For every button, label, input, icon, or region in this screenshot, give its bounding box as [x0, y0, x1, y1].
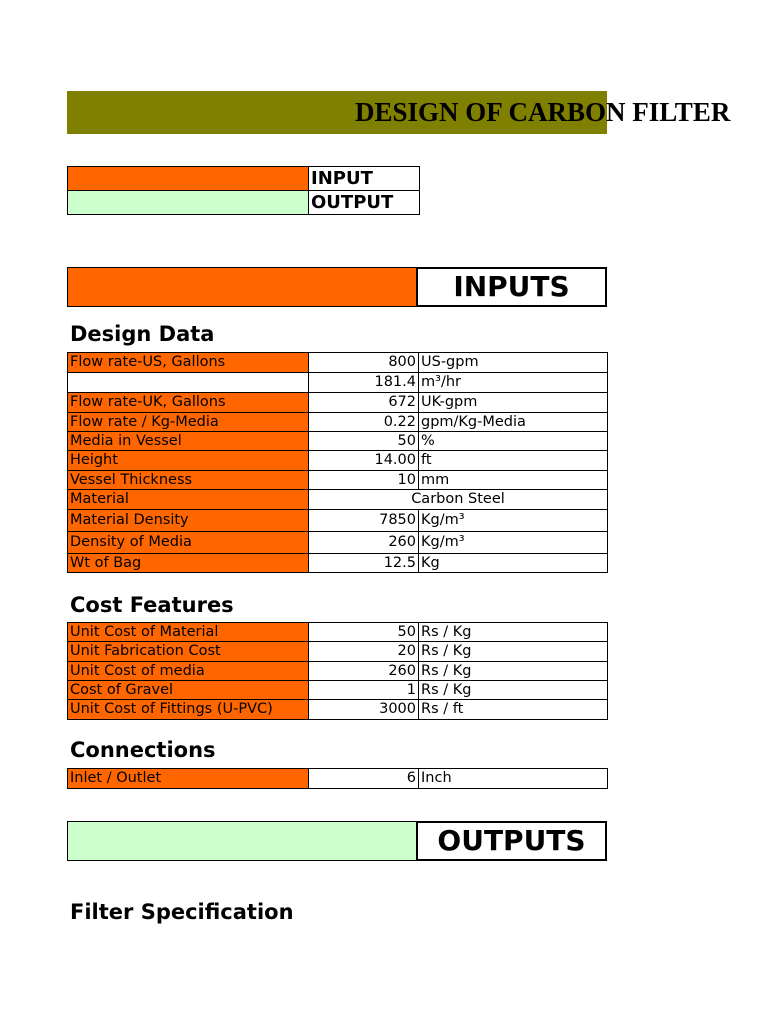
legend-row-output — [68, 191, 420, 215]
row-value[interactable]: 20 — [309, 642, 419, 662]
row-label[interactable]: Density of Media — [68, 532, 309, 554]
outputs-header: OUTPUTS — [416, 821, 607, 861]
row-value[interactable]: 50 — [309, 623, 419, 642]
connections-heading: Connections — [70, 738, 216, 762]
table-row — [68, 623, 608, 642]
input-color-swatch — [68, 167, 309, 191]
row-label[interactable]: Material — [68, 490, 309, 510]
row-label[interactable]: Media in Vessel — [68, 432, 309, 451]
row-unit[interactable]: UK-gpm — [419, 393, 608, 413]
row-label[interactable]: Flow rate-UK, Gallons — [68, 393, 309, 413]
table-row — [68, 554, 608, 573]
row-unit[interactable]: Rs / Kg — [419, 681, 608, 700]
row-label[interactable]: Cost of Gravel — [68, 681, 309, 700]
row-label[interactable]: Flow rate-US, Gallons — [68, 353, 309, 373]
outputs-banner — [67, 821, 607, 861]
table-row — [68, 471, 608, 490]
row-unit[interactable]: Rs / ft — [419, 700, 608, 720]
table-row — [68, 510, 608, 532]
cost-features-heading: Cost Features — [70, 593, 234, 617]
row-unit[interactable]: m³/hr — [419, 373, 608, 393]
legend-input-label: INPUT — [309, 167, 420, 191]
row-label[interactable] — [68, 373, 309, 393]
row-label[interactable]: Vessel Thickness — [68, 471, 309, 490]
inputs-banner-fill — [67, 267, 418, 307]
title-bar — [67, 91, 731, 134]
table-row — [68, 532, 608, 554]
inputs-header: INPUTS — [416, 267, 607, 307]
row-value[interactable]: 800 — [309, 353, 419, 373]
row-value[interactable]: 10 — [309, 471, 419, 490]
design-data-table — [67, 352, 608, 573]
row-value[interactable]: Carbon Steel — [309, 490, 608, 510]
connections-table — [67, 768, 608, 789]
row-label[interactable]: Unit Cost of media — [68, 662, 309, 681]
row-value[interactable]: 260 — [309, 662, 419, 681]
row-unit[interactable]: Kg/m³ — [419, 532, 608, 554]
table-row — [68, 642, 608, 662]
row-value[interactable]: 0.22 — [309, 413, 419, 432]
legend-output-label: OUTPUT — [309, 191, 420, 215]
legend-row-input — [68, 167, 420, 191]
row-value[interactable]: 3000 — [309, 700, 419, 720]
row-unit[interactable]: US-gpm — [419, 353, 608, 373]
color-legend — [67, 166, 420, 215]
table-row — [68, 432, 608, 451]
row-unit[interactable]: Kg — [419, 554, 608, 573]
row-label[interactable]: Material Density — [68, 510, 309, 532]
row-unit[interactable]: Rs / Kg — [419, 642, 608, 662]
row-unit[interactable]: % — [419, 432, 608, 451]
row-unit[interactable]: Kg/m³ — [419, 510, 608, 532]
table-row — [68, 413, 608, 432]
row-label[interactable]: Flow rate / Kg-Media — [68, 413, 309, 432]
row-value[interactable]: 181.4 — [309, 373, 419, 393]
row-value[interactable]: 50 — [309, 432, 419, 451]
row-value[interactable]: 6 — [309, 769, 419, 789]
row-unit[interactable]: Inch — [419, 769, 608, 789]
row-label[interactable]: Inlet / Outlet — [68, 769, 309, 789]
row-value[interactable]: 672 — [309, 393, 419, 413]
row-value[interactable]: 260 — [309, 532, 419, 554]
cost-features-table — [67, 622, 608, 720]
row-label[interactable]: Height — [68, 451, 309, 471]
row-unit[interactable]: Rs / Kg — [419, 662, 608, 681]
table-row — [68, 393, 608, 413]
row-value[interactable]: 14.00 — [309, 451, 419, 471]
page-title: DESIGN OF CARBON FILTER — [355, 97, 731, 127]
row-value[interactable]: 12.5 — [309, 554, 419, 573]
table-row — [68, 373, 608, 393]
row-label[interactable]: Unit Fabrication Cost — [68, 642, 309, 662]
row-unit[interactable]: mm — [419, 471, 608, 490]
design-data-heading: Design Data — [70, 322, 215, 346]
table-row — [68, 700, 608, 720]
inputs-banner — [67, 267, 607, 307]
row-label[interactable]: Unit Cost of Fittings (U-PVC) — [68, 700, 309, 720]
outputs-banner-fill — [67, 821, 418, 861]
row-value[interactable]: 7850 — [309, 510, 419, 532]
table-row — [68, 681, 608, 700]
row-unit[interactable]: gpm/Kg-Media — [419, 413, 608, 432]
table-row — [68, 769, 608, 789]
table-row — [68, 353, 608, 373]
output-color-swatch — [68, 191, 309, 215]
row-value[interactable]: 1 — [309, 681, 419, 700]
row-unit[interactable]: Rs / Kg — [419, 623, 608, 642]
filter-specification-heading: Filter Specification — [70, 900, 294, 924]
row-label[interactable]: Wt of Bag — [68, 554, 309, 573]
table-row — [68, 662, 608, 681]
row-unit[interactable]: ft — [419, 451, 608, 471]
row-label[interactable]: Unit Cost of Material — [68, 623, 309, 642]
table-row — [68, 490, 608, 510]
table-row — [68, 451, 608, 471]
